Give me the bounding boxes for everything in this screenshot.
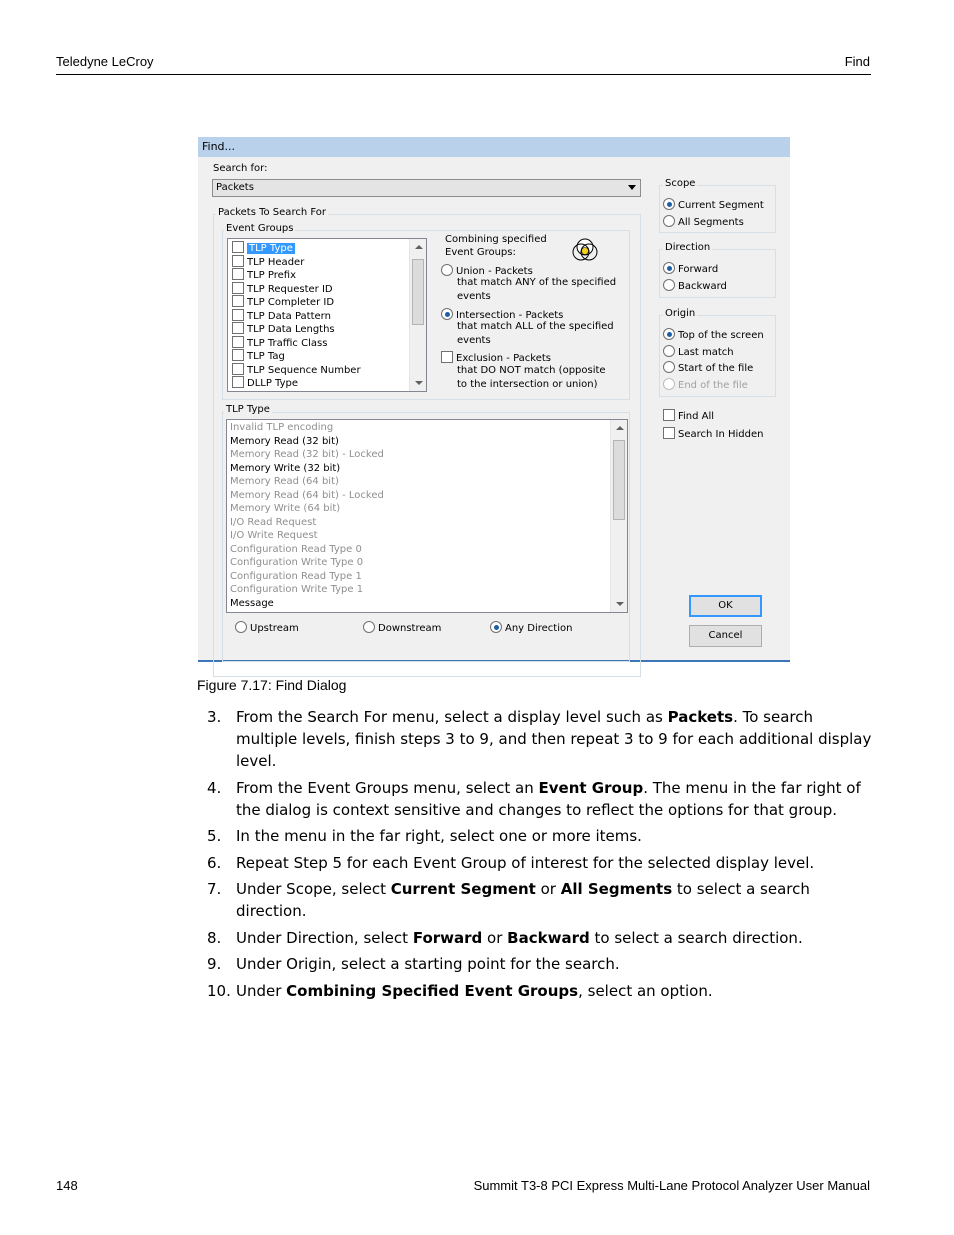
checkbox-icon <box>232 309 244 321</box>
radio-icon <box>663 345 675 357</box>
page-number: 148 <box>56 1178 78 1193</box>
header-rule <box>56 74 871 75</box>
all-segments-label: All Segments <box>678 217 744 228</box>
tlp-type-item[interactable]: Configuration Read Type 1 <box>230 570 362 582</box>
tlp-type-item[interactable]: Configuration Read Type 0 <box>230 543 362 555</box>
step-number: 8. <box>207 928 222 947</box>
scroll-down-icon <box>415 381 423 385</box>
tlp-type-list[interactable] <box>226 419 628 613</box>
downstream-option[interactable] <box>363 621 441 635</box>
checkbox-icon <box>232 349 244 361</box>
find-all-label: Find All <box>678 411 715 422</box>
event-group-item[interactable] <box>232 349 285 362</box>
event-group-item[interactable] <box>232 309 331 322</box>
intersection-option[interactable] <box>441 308 563 322</box>
event-group-item[interactable] <box>232 376 298 389</box>
step-text: . The menu in the far right of the dialog is context sensitive and changes to reflect the options for that group. <box>236 778 861 819</box>
checkbox-icon <box>232 241 244 253</box>
step-emphasis: Combining Specified Event Groups <box>286 981 579 1000</box>
top-of-screen-option[interactable] <box>663 328 764 342</box>
find-dialog <box>198 137 790 662</box>
tlp-type-item[interactable]: Memory Read (64 bit) <box>230 476 339 487</box>
origin-label: Origin <box>665 308 696 319</box>
step-text: From the Search For menu, select a display level such as <box>236 708 668 726</box>
radio-icon <box>663 361 675 373</box>
step-emphasis: Event Group <box>538 778 644 797</box>
upstream-option[interactable] <box>235 621 299 635</box>
step-emphasis: All Segments <box>560 880 673 898</box>
ok-button[interactable]: OK <box>689 595 762 617</box>
step-number: 6. <box>207 853 222 872</box>
tlp-type-item[interactable]: Memory Read (64 bit) - Locked <box>230 489 384 501</box>
step-text: to select a search direction. <box>589 928 803 947</box>
step-emphasis: Backward <box>507 928 590 947</box>
intersection-desc-1: that match ALL of the specified <box>457 321 614 332</box>
step-item <box>207 825 877 847</box>
radio-selected-icon <box>490 621 502 633</box>
union-desc-1: that match ANY of the specified <box>457 277 617 288</box>
event-group-item[interactable] <box>232 363 361 376</box>
top-of-screen-label: Top of the screen <box>678 330 764 341</box>
radio-selected-icon <box>663 328 675 340</box>
step-item <box>207 980 877 1002</box>
step-text: , select an option. <box>578 981 713 1000</box>
header-section: Find <box>844 54 870 69</box>
exclusion-title: Exclusion - Packets <box>456 353 552 364</box>
event-group-label: TLP Completer ID <box>247 297 335 308</box>
event-group-label: TLP Data Pattern <box>247 310 331 322</box>
tlp-type-item[interactable]: Memory Read (32 bit) - Locked <box>230 449 384 460</box>
event-group-label: TLP Traffic Class <box>247 337 328 349</box>
step-text: Under Origin, select a starting point for the search. <box>236 955 620 973</box>
search-for-value: Packets <box>216 182 254 193</box>
tlp-type-label: TLP Type <box>226 404 270 415</box>
current-segment-option[interactable] <box>663 198 764 212</box>
checkbox-icon <box>232 336 244 348</box>
step-emphasis: Forward <box>412 928 483 947</box>
step-item <box>207 927 877 949</box>
radio-selected-icon <box>663 262 675 274</box>
steps-list <box>207 706 877 1006</box>
checkbox-icon <box>232 295 244 307</box>
tlp-type-item[interactable]: Configuration Write Type 0 <box>230 557 364 568</box>
search-for-combo[interactable] <box>212 179 641 197</box>
step-text: From the Event Groups menu, select an <box>236 778 539 797</box>
event-group-item[interactable] <box>232 336 327 349</box>
end-of-file-label: End of the file <box>678 380 748 391</box>
intersection-desc-2: events <box>457 335 491 346</box>
event-group-label: TLP Data Lengths <box>247 324 335 335</box>
figure-caption: Figure 7.17: Find Dialog <box>197 677 347 693</box>
event-group-label: DLLP Type <box>247 378 299 389</box>
cancel-button[interactable]: Cancel <box>689 625 762 647</box>
step-number: 10. <box>207 981 231 1000</box>
radio-icon <box>663 378 675 390</box>
radio-selected-icon <box>441 308 453 320</box>
footer-title: Summit T3-8 PCI Express Multi-Lane Protocol Analyzer User Manual <box>473 1178 870 1193</box>
step-item <box>207 706 877 772</box>
checkbox-icon <box>663 427 675 439</box>
checkbox-icon <box>232 376 244 388</box>
step-item <box>207 852 877 874</box>
scroll-up-icon <box>616 426 624 430</box>
radio-icon <box>663 279 675 291</box>
event-group-label: TLP Prefix <box>247 270 297 281</box>
radio-icon <box>441 264 453 276</box>
search-hidden-label: Search In Hidden <box>678 429 764 440</box>
event-group-label: TLP Header <box>247 256 305 268</box>
step-text: Repeat Step 5 for each Event Group of interest for the selected display level. <box>236 853 815 872</box>
step-text: Under Direction, select <box>236 928 413 947</box>
start-of-file-label: Start of the file <box>678 363 754 374</box>
step-text: to select a search direction. <box>236 880 810 920</box>
backward-label: Backward <box>678 281 727 292</box>
last-match-label: Last match <box>678 347 734 358</box>
step-item <box>207 953 877 975</box>
event-group-item[interactable] <box>232 255 304 268</box>
tlp-type-item[interactable]: I/O Read Request <box>230 516 317 528</box>
radio-icon <box>363 621 375 633</box>
any-direction-option[interactable] <box>490 621 572 635</box>
exclusion-desc-1: that DO NOT match (opposite <box>457 365 606 376</box>
event-groups-list[interactable] <box>227 238 427 392</box>
event-group-label: TLP Tag <box>247 351 285 362</box>
event-group-label: TLP Sequence Number <box>247 364 361 376</box>
checkbox-icon <box>232 255 244 267</box>
upstream-label: Upstream <box>250 623 299 634</box>
union-desc-2: events <box>457 291 491 302</box>
step-text: . To search multiple levels, finish steps 3 to 9, and then repeat 3 to 9 for each additional display level. <box>236 708 872 770</box>
step-item <box>207 878 877 922</box>
start-of-file-option[interactable] <box>663 361 753 375</box>
step-text: In the menu in the far right, select one or more items. <box>236 827 642 845</box>
current-segment-label: Current Segment <box>678 200 764 211</box>
scope-label: Scope <box>665 178 696 189</box>
event-group-item[interactable] <box>232 268 296 281</box>
tlp-type-scrollbar[interactable] <box>610 420 627 612</box>
tlp-type-item[interactable]: I/O Write Request <box>230 530 318 541</box>
step-number: 7. <box>207 880 222 898</box>
union-title: Union - Packets <box>456 266 533 277</box>
scroll-down-icon <box>616 602 624 606</box>
step-number: 9. <box>207 955 222 973</box>
checkbox-icon <box>232 268 244 280</box>
scroll-thumb[interactable] <box>412 259 424 325</box>
event-group-item[interactable] <box>232 241 295 254</box>
radio-icon <box>663 215 675 227</box>
checkbox-icon <box>232 363 244 375</box>
tlp-type-item[interactable]: Message <box>230 597 274 609</box>
tlp-type-item[interactable]: Memory Read (32 bit) <box>230 435 339 447</box>
search-for-label: Search for: <box>213 163 268 174</box>
step-text: Under <box>236 981 287 1000</box>
tlp-type-item[interactable]: Memory Write (64 bit) <box>230 503 341 514</box>
scroll-thumb[interactable] <box>613 440 625 520</box>
end-of-file-option <box>663 378 748 392</box>
dialog-title: Find... <box>198 137 790 157</box>
venn-diagram-icon <box>568 234 603 264</box>
radio-selected-icon <box>663 198 675 210</box>
tlp-type-item[interactable]: Invalid TLP encoding <box>230 422 334 433</box>
event-groups-label: Event Groups <box>226 223 294 234</box>
exclusion-option[interactable] <box>441 351 551 365</box>
scroll-up-icon <box>415 245 423 249</box>
last-match-option[interactable] <box>663 345 734 359</box>
search-hidden-option[interactable] <box>663 427 763 441</box>
downstream-label: Downstream <box>378 623 442 634</box>
step-item <box>207 777 877 821</box>
packets-group-label: Packets To Search For <box>218 207 326 218</box>
event-groups-scrollbar[interactable] <box>409 239 426 391</box>
step-number: 5. <box>207 827 222 845</box>
checkbox-icon <box>232 322 244 334</box>
event-group-label: TLP Type <box>249 243 293 254</box>
event-group-item[interactable] <box>232 282 333 295</box>
checkbox-icon <box>441 351 453 363</box>
combining-label-1: Combining specified <box>445 234 547 245</box>
step-emphasis: Current Segment <box>390 880 536 898</box>
backward-option[interactable] <box>663 279 727 293</box>
step-number: 3. <box>207 708 222 726</box>
forward-option[interactable] <box>663 262 718 276</box>
radio-icon <box>235 621 247 633</box>
step-number: 4. <box>207 778 222 797</box>
checkbox-icon <box>232 282 244 294</box>
any-direction-label: Any Direction <box>505 623 573 634</box>
combining-label-2: Event Groups: <box>445 247 516 258</box>
tlp-type-item[interactable]: Configuration Write Type 1 <box>230 584 364 595</box>
union-option[interactable] <box>441 264 533 278</box>
step-emphasis: Packets <box>667 708 734 726</box>
exclusion-desc-2: to the intersection or union) <box>457 379 598 390</box>
step-text: or <box>535 880 561 898</box>
event-group-item[interactable] <box>232 322 335 335</box>
header-company: Teledyne LeCroy <box>56 54 154 69</box>
step-text: or <box>482 928 508 947</box>
direction-label: Direction <box>665 242 711 253</box>
all-segments-option[interactable] <box>663 215 744 229</box>
forward-label: Forward <box>678 264 719 275</box>
checkbox-icon <box>663 409 675 421</box>
event-group-label: TLP Requester ID <box>247 283 333 295</box>
chevron-down-icon <box>628 185 636 190</box>
event-group-item[interactable] <box>232 295 334 308</box>
tlp-type-item[interactable]: Memory Write (32 bit) <box>230 462 341 474</box>
find-all-option[interactable] <box>663 409 714 423</box>
step-text: Under Scope, select <box>236 880 391 898</box>
intersection-title: Intersection - Packets <box>456 310 564 321</box>
